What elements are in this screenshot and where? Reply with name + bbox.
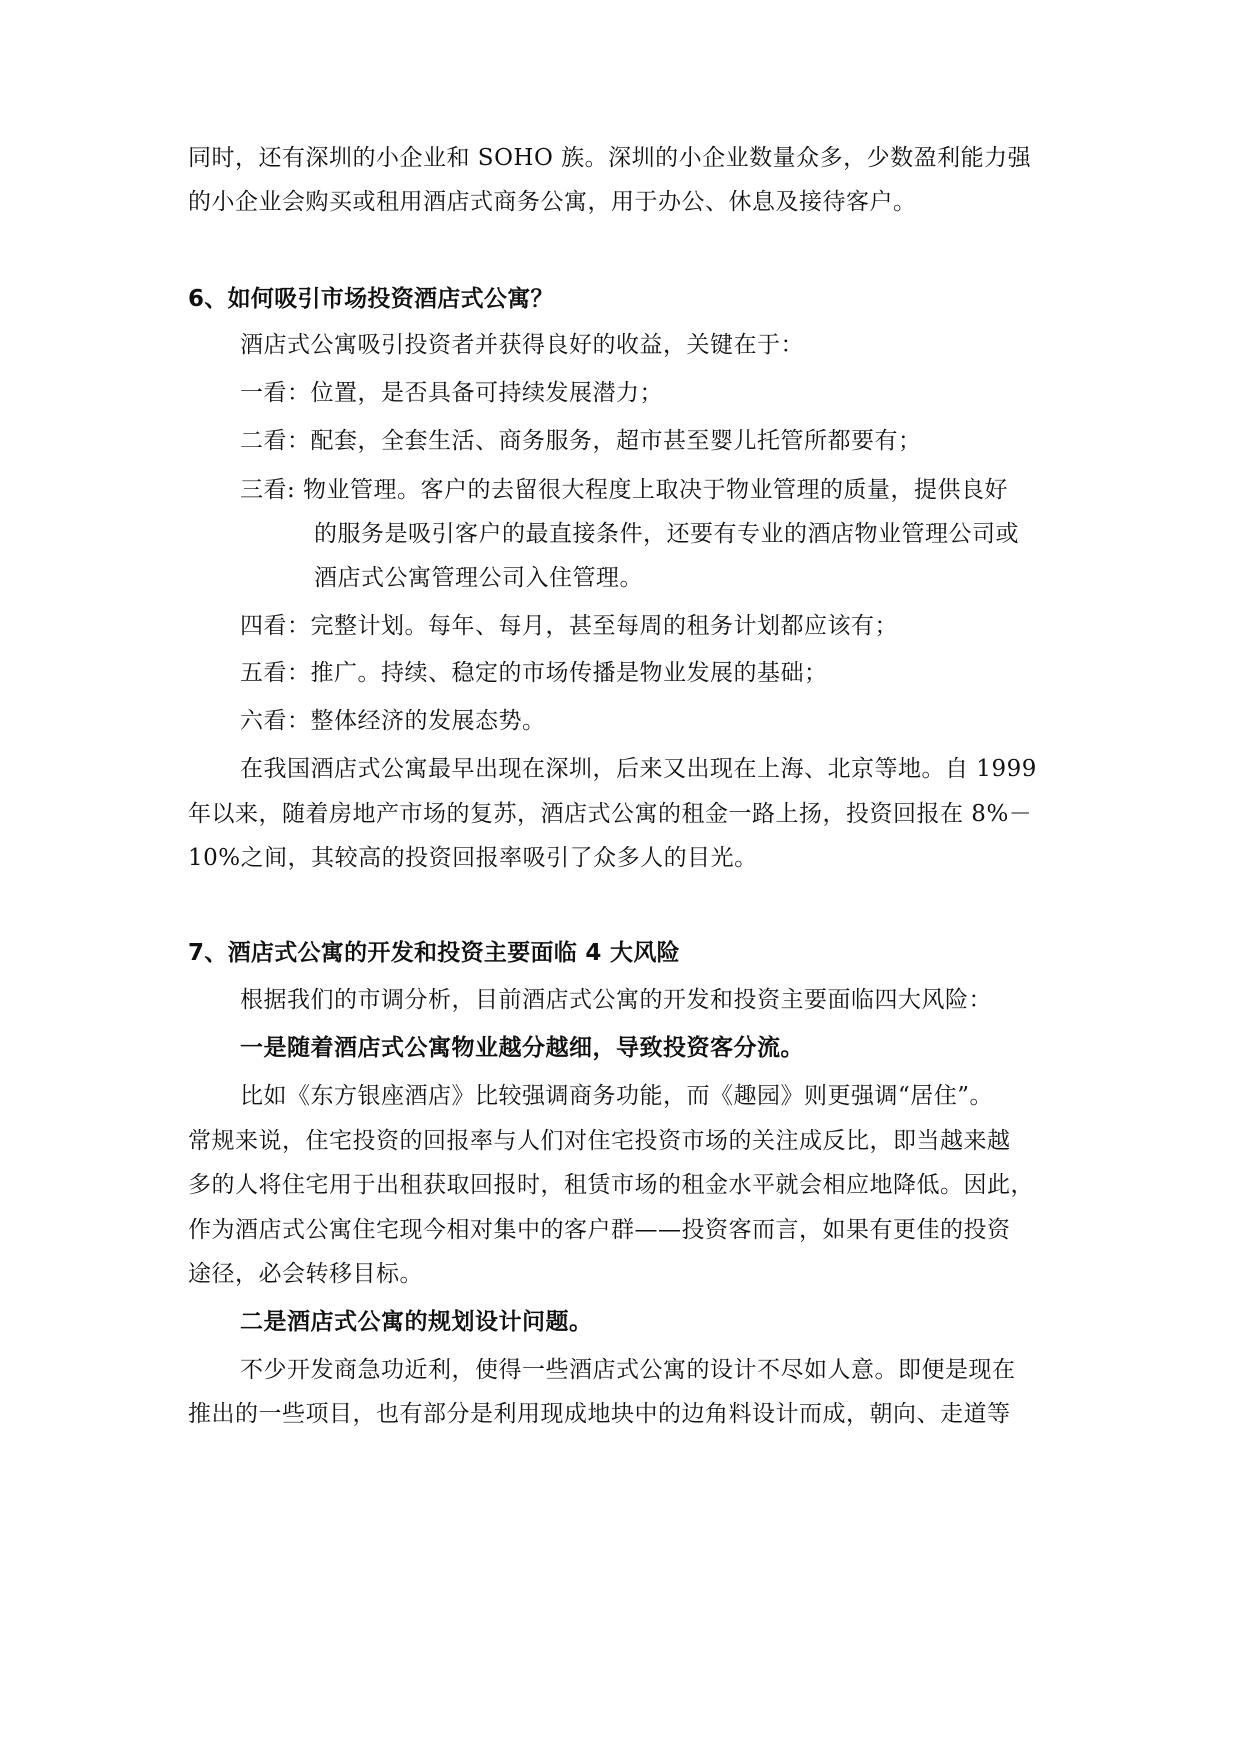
list-item-6: 六看：整体经济的发展态势。 <box>240 708 546 734</box>
risk-1-para-line-2: 常规来说，住宅投资的回报率与人们对住宅投资市场的关注成反比，即当越来越 <box>188 1128 1011 1154</box>
section-6-para-line-2: 年以来，随着房地产市场的复苏，酒店式公寓的租金一路上扬，投资回报在 8%－ <box>188 801 1033 827</box>
list-item-3-cont-2: 酒店式公寓管理公司入住管理。 <box>314 565 643 591</box>
list-item-3: 三看: 物业管理。客户的去留很大程度上取决于物业管理的质量，提供良好 <box>240 477 1009 503</box>
risk-2-title: 二是酒店式公寓的规划设计问题。 <box>240 1308 593 1335</box>
section-7-lead: 根据我们的市调分析，目前酒店式公寓的开发和投资主要面临四大风险： <box>240 987 992 1013</box>
section-6-heading: 6、如何吸引市场投资酒店式公寓？ <box>188 286 554 312</box>
risk-2-para-line-2: 推出的一些项目，也有部分是利用现成地块中的边角料设计而成，朝向、走道等 <box>188 1401 1011 1427</box>
risk-1-para-line-5: 途径，必会转移目标。 <box>188 1261 423 1287</box>
intro-line-2: 的小企业会购买或租用酒店式商务公寓，用于办公、休息及接待客户。 <box>188 189 917 215</box>
risk-1-title: 一是随着酒店式公寓物业越分越细，导致投资客分流。 <box>240 1034 804 1061</box>
risk-2-para-line-1: 不少开发商急功近利，使得一些酒店式公寓的设计不尽如人意。即便是现在 <box>240 1357 1016 1383</box>
risk-1-para-line-1: 比如《东方银座酒店》比较强调商务功能，而《趣园》则更强调“居住”。 <box>240 1083 994 1109</box>
list-item-2: 二看：配套，全套生活、商务服务，超市甚至婴儿托管所都要有； <box>240 428 922 454</box>
list-item-1: 一看：位置，是否具备可持续发展潜力； <box>240 380 663 406</box>
risk-1-para-line-3: 多的人将住宅用于出租获取回报时，租赁市场的租金水平就会相应地降低。因此， <box>188 1172 1034 1198</box>
list-item-4: 四看：完整计划。每年、每月，甚至每周的租务计划都应该有； <box>240 613 898 639</box>
list-item-5: 五看：推广。持续、稳定的市场传播是物业发展的基础； <box>240 660 828 686</box>
section-6-para-line-3: 10%之间，其较高的投资回报率吸引了众多人的目光。 <box>188 845 758 871</box>
intro-line-1: 同时，还有深圳的小企业和 SOHO 族。深圳的小企业数量众多，少数盈利能力强 <box>188 145 1032 171</box>
section-6-lead: 酒店式公寓吸引投资者并获得良好的收益，关键在于： <box>240 332 804 358</box>
section-7-heading: 7、酒店式公寓的开发和投资主要面临 4 大风险 <box>188 940 680 966</box>
section-6-para-line-1: 在我国酒店式公寓最早出现在深圳，后来又出现在上海、北京等地。自 1999 <box>240 756 1037 782</box>
list-item-3-cont-1: 的服务是吸引客户的最直接条件，还要有专业的酒店物业管理公司或 <box>314 521 1019 547</box>
risk-1-para-line-4: 作为酒店式公寓住宅现今相对集中的客户群——投资客而言，如果有更佳的投资 <box>188 1217 1011 1243</box>
